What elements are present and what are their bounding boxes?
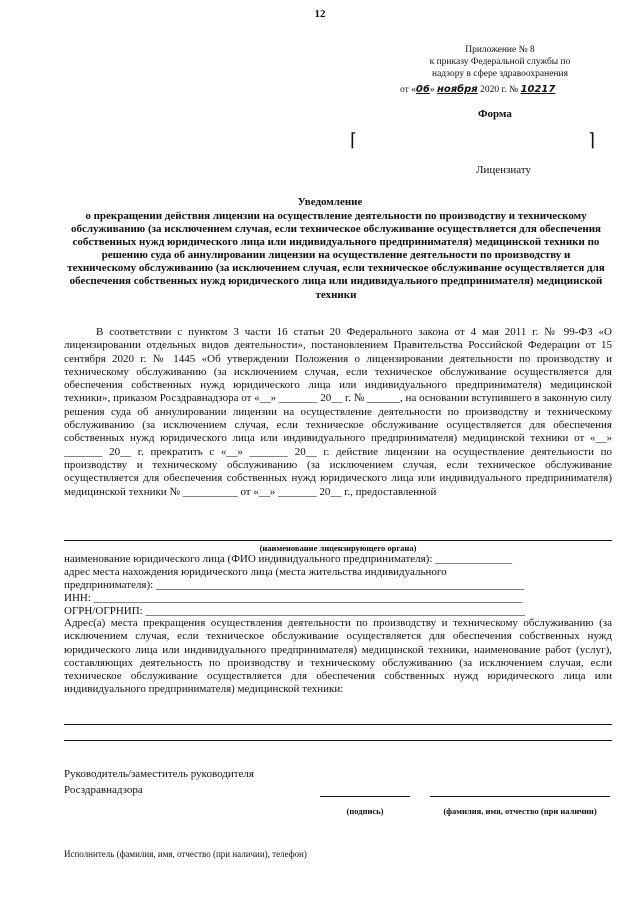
handwritten-day: 06 xyxy=(415,84,430,95)
page-number: 12 xyxy=(314,8,326,20)
main-paragraph-text: В соответствии с пунктом 3 части 16 статьи 20 Федерального закона от 4 мая 2011 г. № 99-ФЗ «О лицензировании отдельных видов деятельности», постановлением Правительства Российской Федерации от 15 сентября 2020 г. № 1445 «Об утверждении Положения о лицензировании деятельности по производству и техническому обслуживанию (за исключением случая, если техническое обслуживание осуществляется для обеспечения собственных нужд юридического лица или индивидуального предпринимателя) медицинской техники», приказом Росздравнадзора от «__» _______ 20__ г. № ______, на основании вступившего в законную силу решения суда об аннулировании лицензии на осуществление деятельности по производству и техническому обслуживанию (за исключением случая, если техническое обслуживание осуществляется для обеспечения собственных нужд юридического лица или индивидуального предпринимателя) медицинской техники от «__» _______ 20__ г. прекратить с «__» _______ 20__ г. действие лицензии на осуществление деятельности по производству и техническому обслуживанию (за исключением случая, если техническое обслуживание осуществляется для обеспечения собственных нужд юридического лица или индивидуального предпринимателя) медицинской техники № __________ от «__» _______ 20__ г., предоставленной xyxy=(64,326,612,498)
blank-line-2 xyxy=(64,740,612,741)
org-name-line xyxy=(64,540,612,541)
name-line xyxy=(430,796,610,797)
form-label: Форма xyxy=(478,108,512,120)
licensee-label: Лицензиату xyxy=(476,164,531,176)
executor-line: Исполнитель (фамилия, имя, отчество (при наличии), телефон) xyxy=(64,849,307,859)
annex-line-1: Приложение № 8 xyxy=(465,45,535,55)
annex-line-2: к приказу Федеральной службы по xyxy=(429,57,571,67)
annex-line-3: надзору в сфере здравоохранения xyxy=(432,69,568,79)
document-title: Уведомление xyxy=(297,196,363,208)
name-caption: (фамилия, имя, отчество (при наличии) xyxy=(443,806,597,816)
blank-line-1 xyxy=(64,724,612,725)
handwritten-order-number: 10217 xyxy=(520,84,556,95)
signature-caption: (подпись) xyxy=(346,806,384,816)
field-address-line-1: адрес места нахождения юридического лица (места жительства индивидуального xyxy=(64,566,447,578)
signature-line xyxy=(320,796,410,797)
chief-title-line-1: Руководитель/заместитель руководителя xyxy=(64,768,254,780)
chief-block xyxy=(64,766,254,798)
main-paragraph xyxy=(64,326,612,499)
annex-date-line xyxy=(400,84,555,95)
addresses-paragraph: Адрес(а) места прекращения осуществления деятельности по производству и техническому обслуживанию (за исключением случая, если техническое обслуживание осуществляется для обеспечения собственных нужд юридического лица или индивидуального предпринимателя) медицинской техники, наименование работ (услуг), составляющих деятельность по производству и техническому обслуживанию (за исключением случая, если техническое обслуживание осуществляется для обеспечения собственных нужд юридического лица или индивидуального предпринимателя) медицинской техники: xyxy=(64,617,612,696)
handwritten-month: ноября xyxy=(436,84,478,95)
chief-title-line-2: Росздравнадзора xyxy=(64,784,143,796)
document-subtitle: о прекращении действия лицензии на осуществление деятельности по производству и техническому обслуживанию (за исключением случая, если техническое обслуживание осуществляется для обеспечения собственных нужд юридического лица или индивидуального предпринимателя) медицинской техники по решению суда об аннулировании лицензии на осуществление деятельности по производству и техническому обслуживанию (за исключением случая, если техническое обслуживание осуществляется для обеспечения собственных нужд юридического лица или индивидуального предпринимателя) медицинской техники xyxy=(67,210,605,301)
date-prefix: от « xyxy=(400,85,416,95)
field-ogrn: ОГРН/ОГРНИП: _____________________________________________________________________ xyxy=(64,605,525,617)
field-org-name: наименование юридического лица (ФИО индивидуального предпринимателя): ______________ xyxy=(64,553,513,565)
corner-bracket-right-icon: ⌉ xyxy=(588,130,596,151)
corner-bracket-left-icon: ⌈ xyxy=(350,130,358,151)
date-year: 2020 г. № xyxy=(480,85,519,95)
date-mid: » xyxy=(429,85,435,95)
field-inn: ИНН: ______________________________________________________________________________ xyxy=(64,592,523,604)
field-address-line-2: предпринимателя): ___________________________________________________________________ xyxy=(64,579,525,591)
org-caption: (наименование лицензирующего органа) xyxy=(259,543,417,553)
